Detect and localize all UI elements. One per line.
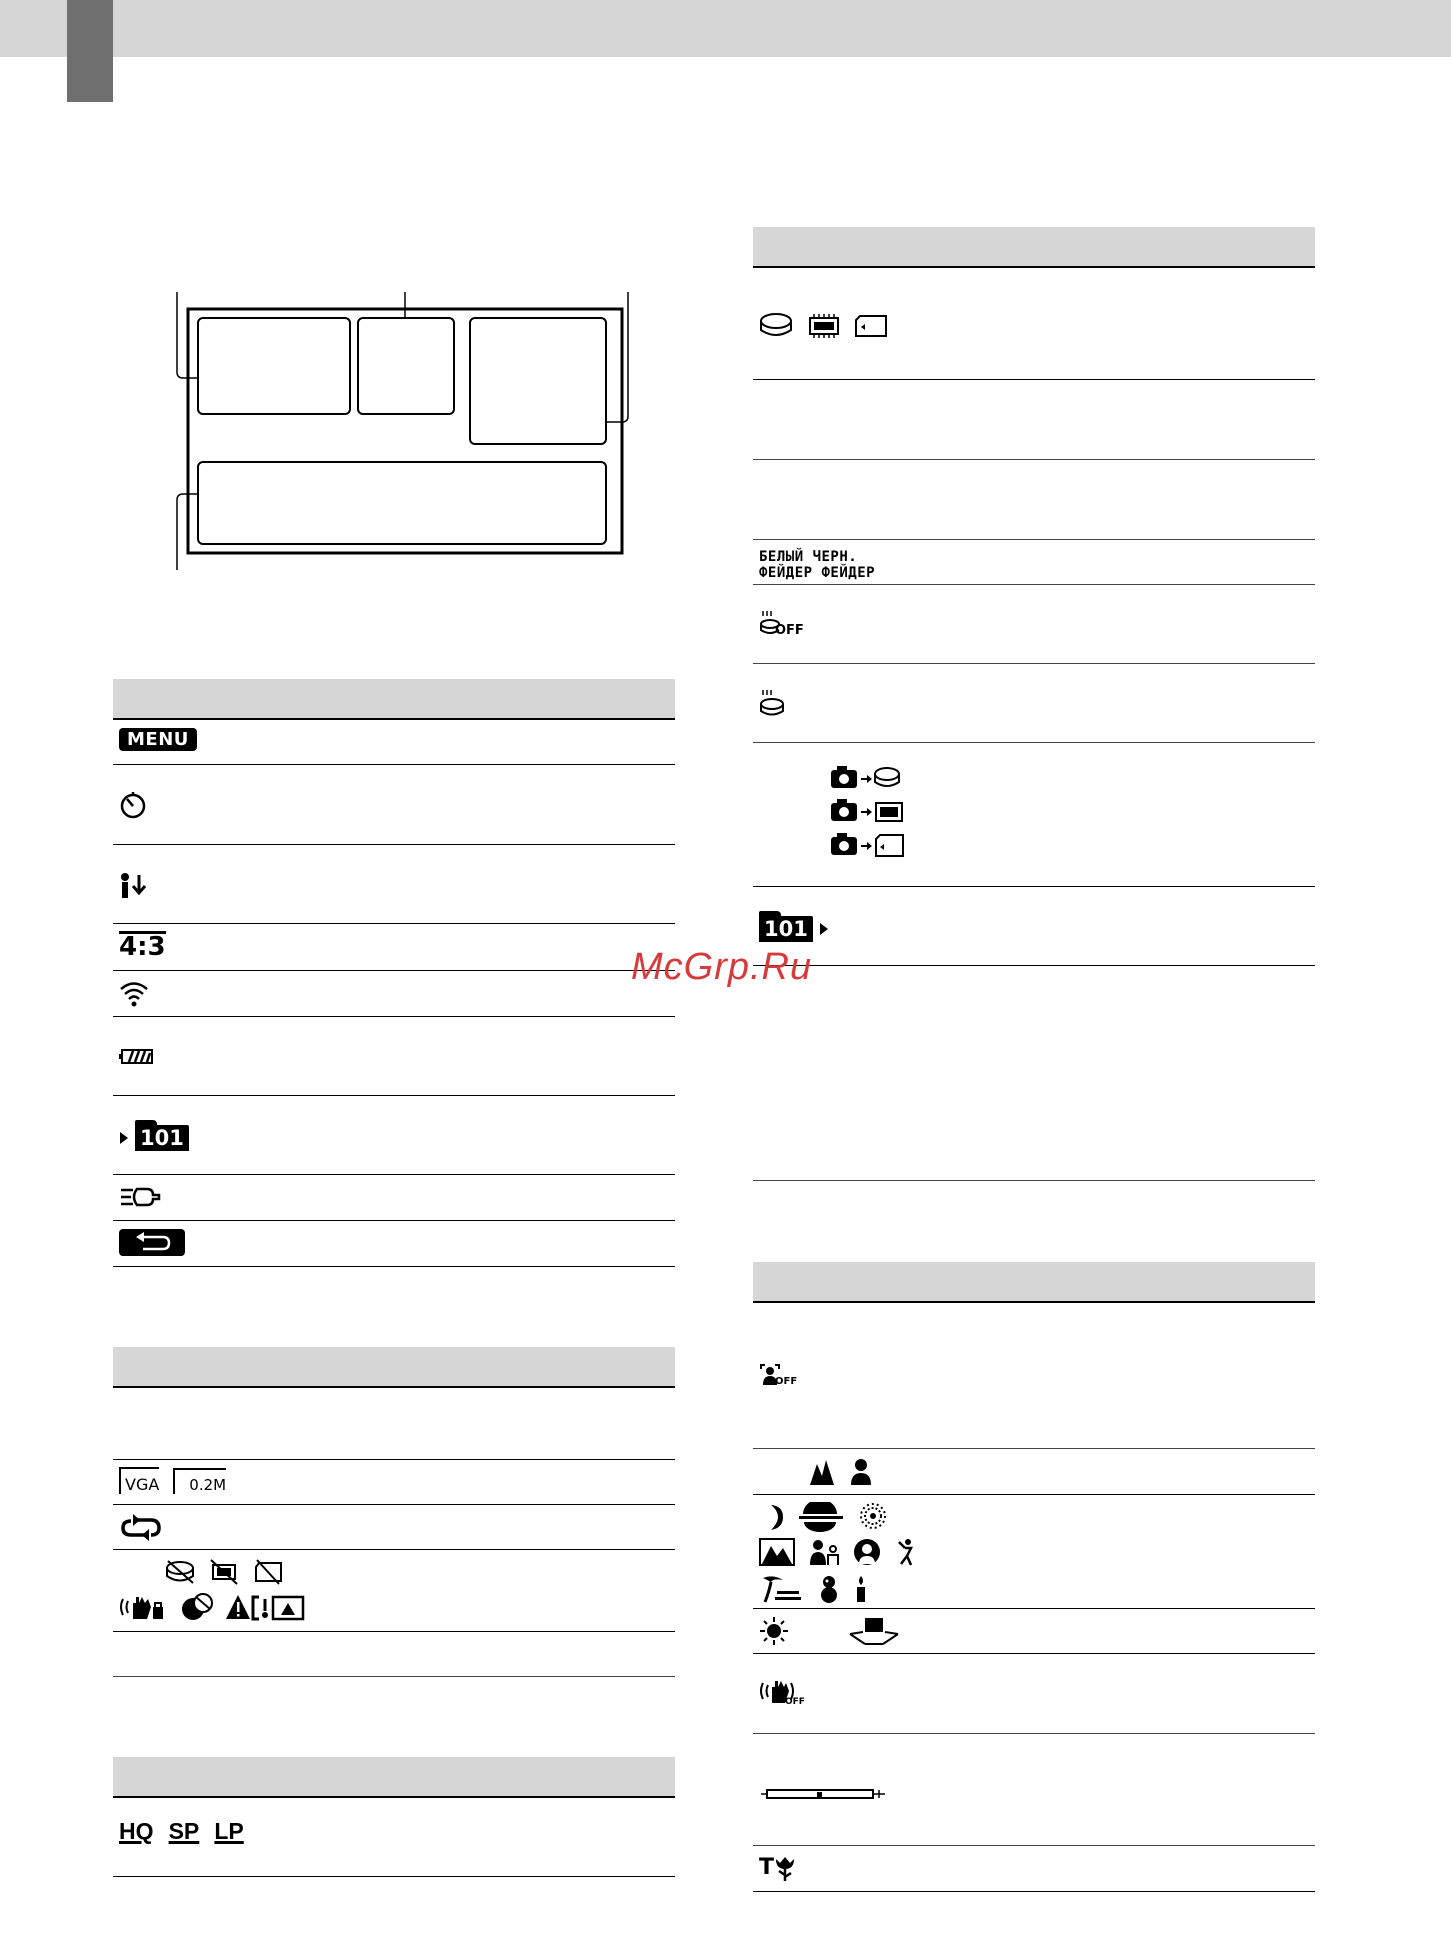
table-header: [113, 679, 675, 720]
memory-icon: [807, 312, 841, 340]
table-row: [113, 1798, 675, 1877]
battery-icon: [119, 1048, 155, 1066]
screen-layout-diagram: [170, 288, 646, 578]
page-header-bar: [0, 0, 1451, 57]
memory-warning-icon: [209, 1559, 241, 1585]
table-row: [113, 1633, 675, 1677]
photo-to-card-icon: [831, 833, 903, 856]
image-size-02m-icon: 0.2M: [173, 1468, 226, 1494]
aspect-ratio-icon: 4:3: [119, 932, 166, 962]
table-row: [753, 888, 1315, 966]
tele-macro-icon: T: [759, 1855, 796, 1881]
card-warning-icon: [253, 1559, 285, 1585]
steadyshot-off-icon: OFF: [759, 1677, 805, 1707]
brightness-icon: [759, 1616, 789, 1646]
left-table-1: [113, 679, 675, 1266]
sunset-icon: [799, 1502, 843, 1532]
hdd-shock-icon: [759, 689, 789, 719]
mode-lp-label: LP: [214, 1818, 244, 1844]
candle-icon: [857, 1576, 865, 1602]
table-row: [113, 1388, 675, 1460]
table-row: [113, 846, 675, 924]
moon-icon: [764, 1505, 783, 1530]
table-row: [113, 1097, 675, 1175]
face-detect-off-icon: OFF: [759, 1363, 797, 1387]
table-row: [753, 1655, 1315, 1734]
scenery-icon: [760, 1539, 794, 1565]
repeat-icon: [119, 1514, 163, 1542]
table-row: [753, 1610, 1315, 1654]
photo-to-storage-icons: [829, 764, 909, 868]
photo-to-memory-icon: [831, 799, 902, 821]
mode-sp-label: SP: [168, 1818, 200, 1844]
right-table-1: [753, 227, 1315, 1182]
table-row: [113, 1222, 675, 1267]
table-row: [113, 1461, 675, 1505]
table-row: [753, 586, 1315, 664]
table-row: [113, 1176, 675, 1221]
table-header: [113, 1757, 675, 1798]
landscape-icon: [809, 1458, 835, 1486]
hdd-off-icon: OFF: [759, 610, 804, 638]
watermark: McGrp.Ru: [631, 946, 813, 988]
left-table-2: [113, 1347, 675, 1677]
hdd-warning-icon: [165, 1559, 197, 1585]
table-row: [753, 1303, 1315, 1449]
lens-warning-icon: [179, 1593, 215, 1621]
photo-to-hdd-icon: [831, 766, 899, 788]
table-row: [753, 1496, 1315, 1609]
mic-level-icon: [119, 872, 149, 902]
table-row: [753, 541, 1315, 585]
image-size-vga-icon: VGA: [119, 1467, 159, 1494]
right-table-2: [753, 1262, 1315, 1936]
card-icon: [853, 312, 889, 340]
snow-icon: [821, 1576, 837, 1603]
table-row: [753, 461, 1315, 540]
table-row: [113, 1018, 675, 1096]
play-folder-icon: 101: [759, 916, 813, 942]
left-table-3: [113, 1757, 675, 1877]
table-row: [113, 720, 675, 765]
table-row: [753, 1450, 1315, 1495]
hdd-icon: [759, 312, 795, 340]
table-row: [113, 766, 675, 845]
table-header: [753, 227, 1315, 268]
portrait-scene-icon: [810, 1540, 838, 1565]
table-header: [113, 1347, 675, 1388]
table-row: [753, 1893, 1315, 1936]
table-row: [753, 268, 1315, 380]
table-row: [753, 381, 1315, 460]
scene-icons: [759, 1502, 929, 1606]
fireworks-icon: [861, 1504, 885, 1528]
portrait-icon: [849, 1458, 873, 1486]
menu-button-icon: MENU: [119, 728, 197, 751]
play-arrow-icon: [119, 1131, 129, 1145]
table-row: [753, 967, 1315, 1181]
exposure-bar-icon: [759, 1787, 889, 1801]
table-row: [113, 1551, 675, 1632]
light-icon: [119, 1185, 163, 1211]
folder-icon: 101: [135, 1125, 189, 1151]
page-tab: [67, 0, 113, 102]
self-timer-icon: [119, 790, 149, 820]
beach-icon: [763, 1576, 801, 1602]
sports-icon: [899, 1539, 911, 1565]
table-row: [753, 665, 1315, 743]
table-row: [753, 1735, 1315, 1846]
table-row: [113, 925, 675, 971]
back-button-icon: [119, 1229, 185, 1256]
mode-hq-label: HQ: [119, 1818, 154, 1844]
backlight-icon: [849, 1616, 899, 1646]
table-header: [753, 1262, 1315, 1303]
table-row: [753, 1847, 1315, 1892]
spotlight-icon: [854, 1539, 880, 1565]
table-row: [113, 972, 675, 1017]
table-row: [113, 1506, 675, 1550]
fader-label: БЕЛЫЙ ЧЕРН. ФЕЙДЕР ФЕЙДЕР: [759, 549, 876, 581]
warning-triangle-icon: [225, 1593, 309, 1621]
table-row: [753, 744, 1315, 887]
play-arrow-icon: [819, 922, 829, 936]
shake-warning-icon: [119, 1593, 169, 1621]
wifi-icon: [119, 980, 149, 1008]
